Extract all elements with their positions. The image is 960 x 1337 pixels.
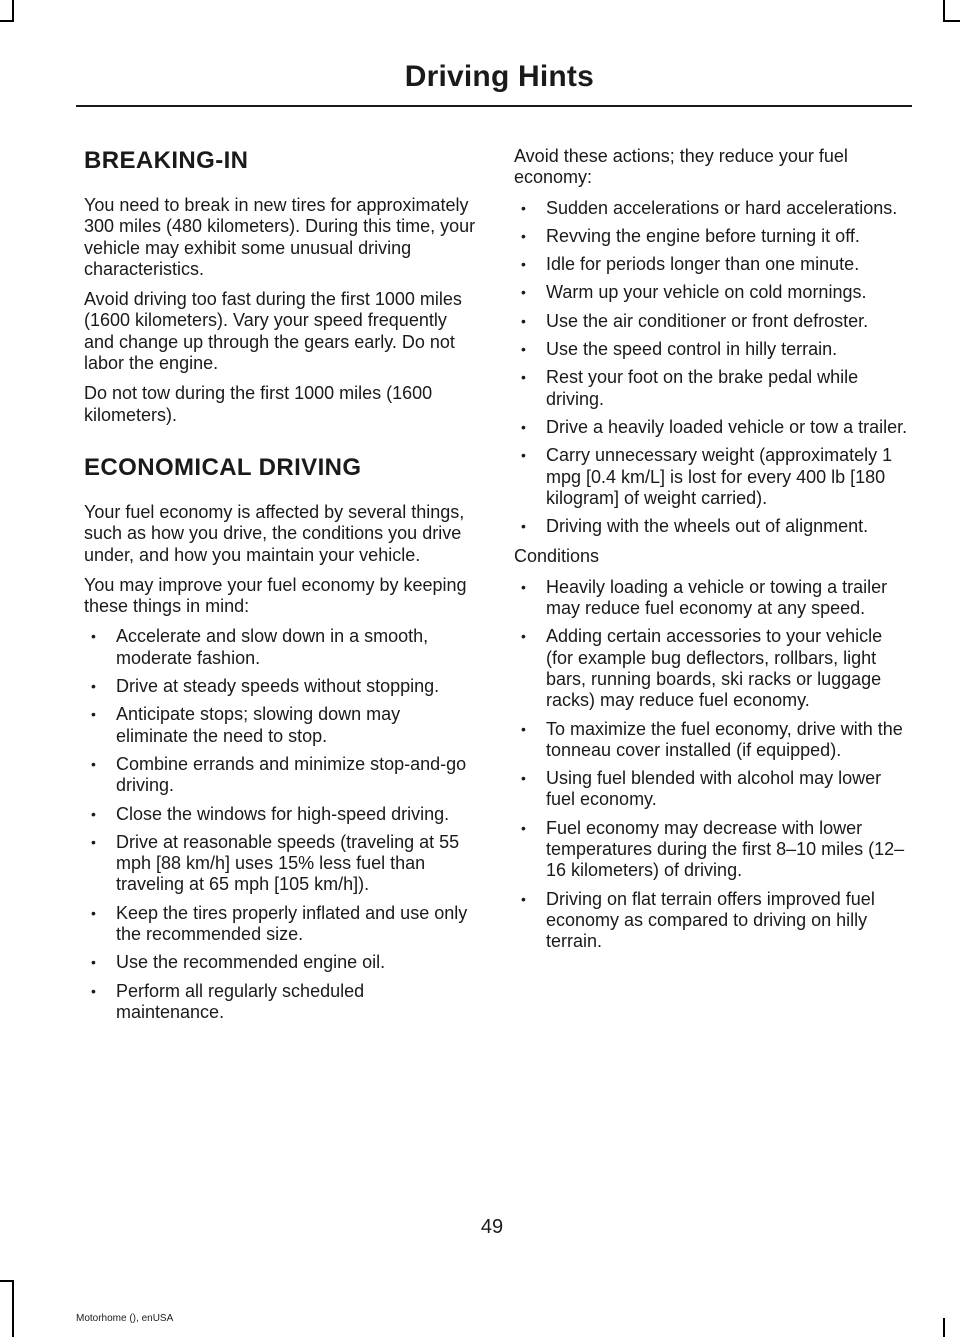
list-item	[514, 367, 910, 410]
list-item-text: Idle for periods longer than one minute.	[546, 254, 860, 275]
list-item	[84, 952, 476, 973]
list-item-text: Drive a heavily loaded vehicle or tow a trailer.	[546, 416, 908, 437]
bullet-icon: •	[91, 755, 96, 772]
list-item-text: Keep the tires properly inflated and use only the recommended size.	[116, 902, 468, 945]
crop-mark-top-left-horizontal	[0, 20, 14, 22]
bullet-icon: •	[521, 819, 526, 836]
bullet-icon: •	[521, 199, 526, 216]
bullet-icon: •	[521, 890, 526, 907]
crop-mark-bottom-left-vertical	[12, 1280, 14, 1337]
list-item-text: Fuel economy may decrease with lower temperatures during the first 8–10 miles (12–16 kilometers) of driving.	[546, 817, 905, 881]
paragraph: You may improve your fuel economy by keeping these things in mind:	[84, 574, 467, 617]
list-item-text: To maximize the fuel economy, drive with the tonneau cover installed (if equipped).	[546, 718, 903, 760]
bullet-list-conditions	[514, 577, 910, 953]
list-item	[84, 804, 476, 825]
list-item	[514, 254, 910, 275]
paragraph: You need to break in new tires for approximately 300 miles (480 kilometers). During this time, your vehicle may exhibit some unusual driving characteristics.	[84, 195, 476, 279]
bullet-icon: •	[521, 341, 526, 358]
crop-mark-top-left-vertical	[12, 0, 14, 22]
bullet-icon: •	[91, 954, 96, 971]
list-item	[514, 198, 910, 219]
list-item-text: Warm up your vehicle on cold mornings.	[546, 282, 867, 303]
list-item-text: Driving with the wheels out of alignment.	[546, 516, 869, 537]
paragraph-avoid-intro: Avoid these actions; they reduce your fuel economy:	[514, 146, 848, 188]
section-heading-breaking-in: BREAKING-IN	[84, 147, 249, 174]
list-item	[514, 417, 910, 438]
bullet-icon: •	[521, 628, 526, 645]
paragraph-conditions-label: Conditions	[514, 546, 600, 567]
list-item-text: Anticipate stops; slowing down may eliminate the need to stop.	[116, 704, 401, 746]
bullet-icon: •	[91, 904, 96, 921]
list-item	[84, 903, 476, 946]
footer-doc-id: Motorhome (), enUSA	[76, 1313, 174, 1324]
list-item-text: Rest your foot on the brake pedal while driving.	[546, 367, 859, 409]
header-rule	[76, 105, 912, 107]
list-item-text: Using fuel blended with alcohol may lower fuel economy.	[546, 768, 882, 810]
list-item-text: Sudden accelerations or hard accelerations.	[546, 197, 898, 218]
list-item-text: Close the windows for high-speed driving.	[116, 803, 450, 824]
bullet-icon: •	[521, 284, 526, 301]
left-column	[84, 146, 476, 1032]
list-item-text: Adding certain accessories to your vehicle (for example bug deflectors, rollbars, light bars, running boards, ski racks or luggage racks) may reduce fuel economy.	[546, 626, 883, 711]
bullet-list-avoid	[514, 198, 910, 538]
list-item-text: Use the recommended engine oil.	[116, 952, 386, 973]
bullet-icon: •	[521, 770, 526, 787]
bullet-icon: •	[91, 706, 96, 723]
bullet-list-tips	[84, 626, 476, 1023]
bullet-icon: •	[91, 982, 96, 999]
bullet-icon: •	[521, 720, 526, 737]
list-item	[514, 768, 910, 811]
bullet-icon: •	[521, 227, 526, 244]
paragraph: Do not tow during the first 1000 miles (1600 kilometers).	[84, 383, 433, 425]
list-item-text: Combine errands and minimize stop-and-go driving.	[116, 753, 467, 796]
crop-mark-bottom-left-horizontal	[0, 1280, 14, 1282]
list-item	[84, 832, 476, 896]
bullet-icon: •	[91, 833, 96, 850]
bullet-icon: •	[91, 628, 96, 645]
list-item-text: Drive at steady speeds without stopping.	[116, 676, 440, 697]
bullet-icon: •	[521, 369, 526, 386]
list-item	[514, 626, 910, 711]
list-item-text: Accelerate and slow down in a smooth, moderate fashion.	[116, 626, 429, 668]
list-item	[514, 339, 910, 360]
list-item	[514, 282, 910, 303]
bullet-icon: •	[521, 447, 526, 464]
list-item-text: Heavily loading a vehicle or towing a trailer may reduce fuel economy at any speed.	[546, 576, 888, 619]
list-item	[514, 311, 910, 332]
right-column	[514, 146, 910, 962]
bullet-icon: •	[521, 312, 526, 329]
bullet-icon: •	[91, 678, 96, 695]
page-header-title: Driving Hints	[404, 60, 594, 93]
list-item	[84, 704, 476, 747]
list-item-text: Carry unnecessary weight (approximately 1 mpg [0.4 km/L] is lost for every 400 lb [180 kilogram] of weight carried).	[546, 445, 893, 508]
list-item	[514, 577, 910, 620]
page-number: 49	[480, 1216, 504, 1238]
paragraph: Your fuel economy is affected by several things, such as how you drive, the conditions you drive under, and how you maintain your vehicle.	[84, 501, 465, 565]
list-item-text: Revving the engine before turning it off.	[546, 225, 860, 246]
bullet-icon: •	[521, 518, 526, 535]
list-item-text: Use the speed control in hilly terrain.	[546, 339, 838, 360]
crop-mark-top-right-vertical	[943, 0, 945, 22]
list-item	[514, 719, 910, 762]
list-item-text: Use the air conditioner or front defroster.	[546, 310, 869, 331]
list-item	[514, 445, 910, 509]
list-item	[84, 754, 476, 797]
list-item	[514, 516, 910, 537]
list-item	[84, 626, 476, 669]
list-item-text: Perform all regularly scheduled maintenance.	[116, 980, 365, 1022]
crop-mark-top-right-horizontal	[943, 20, 960, 22]
list-item	[84, 676, 476, 697]
list-item-text: Drive at reasonable speeds (traveling at 55 mph [88 km/h] uses 15% less fuel than traveling at 65 mph [105 km/h]).	[116, 831, 460, 895]
list-item	[514, 818, 910, 882]
bullet-icon: •	[521, 578, 526, 595]
list-item	[514, 889, 910, 953]
paragraph: Avoid driving too fast during the first 1000 miles (1600 kilometers). Vary your speed frequently and change up through the gears early. Do not labor the engine.	[84, 289, 462, 374]
section-heading-economical-driving: ECONOMICAL DRIVING	[84, 453, 362, 481]
bullet-icon: •	[521, 256, 526, 273]
crop-mark-bottom-right-vertical	[943, 1318, 945, 1337]
list-item	[84, 981, 476, 1024]
bullet-icon: •	[521, 418, 526, 435]
list-item-text: Driving on flat terrain offers improved fuel economy as compared to driving on hilly terrain.	[546, 888, 875, 952]
list-item	[514, 226, 910, 247]
bullet-icon: •	[91, 805, 96, 822]
